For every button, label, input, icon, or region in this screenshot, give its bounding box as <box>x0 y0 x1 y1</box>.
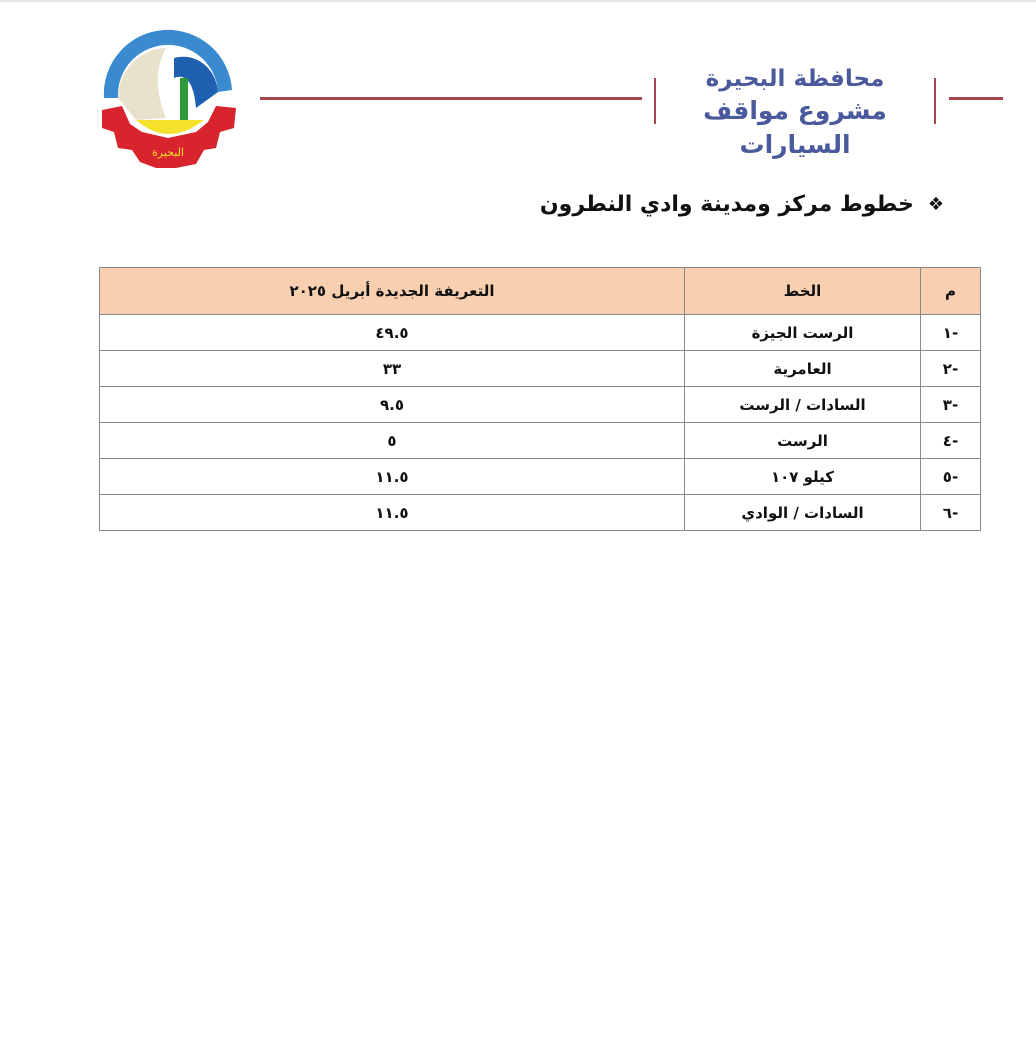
row-number: -٥ <box>921 459 981 495</box>
route-name: السادات / الرست <box>685 387 921 423</box>
row-number: -٢ <box>921 351 981 387</box>
section-heading <box>540 192 944 217</box>
table-row <box>100 387 981 423</box>
header-divider-right <box>934 78 936 124</box>
row-number: -٤ <box>921 423 981 459</box>
column-header-line: الخط <box>685 268 921 315</box>
route-name: السادات / الوادي <box>685 495 921 531</box>
fare-value: ٤٩.٥ <box>100 315 685 351</box>
table-row <box>100 351 981 387</box>
fare-value: ٣٣ <box>100 351 685 387</box>
row-number: -٦ <box>921 495 981 531</box>
column-header-fare: التعريفة الجديدة أبريل ٢٠٢٥ <box>100 268 685 315</box>
route-name: العامرية <box>685 351 921 387</box>
governorate-name: محافظة البحيرة <box>705 66 885 92</box>
fare-value: ١١.٥ <box>100 459 685 495</box>
top-border <box>0 0 1036 2</box>
table-header-row <box>100 268 981 315</box>
header-divider-left <box>654 78 656 124</box>
route-name: الرست <box>685 423 921 459</box>
section-title: خطوط مركز ومدينة وادي النطرون <box>539 192 914 217</box>
row-number: -١ <box>921 315 981 351</box>
fare-value: ١١.٥ <box>100 495 685 531</box>
fare-value: ٩.٥ <box>100 387 685 423</box>
table-row <box>100 315 981 351</box>
organization-title <box>660 64 930 162</box>
route-name: كيلو ١٠٧ <box>685 459 921 495</box>
route-name: الرست الجيزة <box>685 315 921 351</box>
table-row <box>100 495 981 531</box>
beheira-logo <box>96 28 240 172</box>
fare-value: ٥ <box>100 423 685 459</box>
column-header-number: م <box>921 268 981 315</box>
header-rule-left <box>260 97 642 100</box>
svg-text:البحيرة: البحيرة <box>152 146 184 159</box>
table-row <box>100 423 981 459</box>
table-row <box>100 459 981 495</box>
project-name: مشروع مواقف السيارات <box>703 96 887 159</box>
diamond-bullet-icon: ❖ <box>927 194 944 215</box>
header-rule-right <box>949 97 1003 100</box>
row-number: -٣ <box>921 387 981 423</box>
fares-table <box>99 267 981 531</box>
